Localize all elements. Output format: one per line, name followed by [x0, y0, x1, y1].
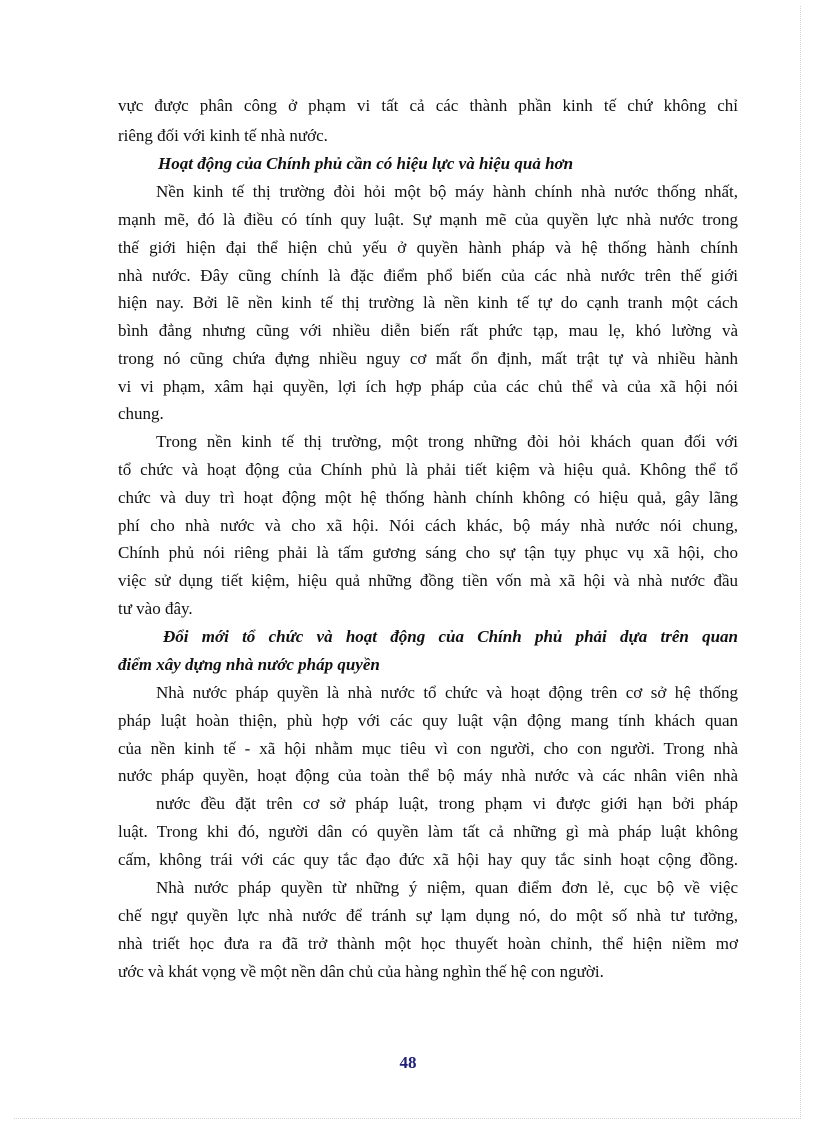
section-heading: Đổi mới tổ chức và hoạt động của Chính phủ phải dựa trên quan [163, 627, 738, 646]
text-line: hiện nay. Bởi lẽ nền kinh tế thị trường là nền kinh tế tự do cạnh tranh một cách [118, 293, 738, 312]
text-line: riêng đối với kinh tế nhà nước. [118, 126, 328, 145]
text-line: chức và duy trì hoạt động một hệ thống hành chính không có hiệu quả, gây lãng [118, 488, 738, 507]
page-number: 48 [399, 1053, 417, 1072]
text-line: tư vào đây. [118, 599, 193, 618]
text-line: Trong nền kinh tế thị trường, một trong những đòi hỏi khách quan đối với [156, 432, 738, 451]
text-line: pháp luật hoàn thiện, phù hợp với các quy luật vận động mang tính khách quan [118, 711, 738, 730]
text-line: luật. Trong khi đó, người dân có quyền làm tất cả những gì mà pháp luật không [118, 822, 738, 841]
text-line: Nhà nước pháp quyền từ những ý niệm, quan điểm đơn lẻ, cục bộ về việc [156, 878, 738, 897]
text-line: tổ chức và hoạt động của Chính phủ là phải tiết kiệm và hiệu quả. Không thể tổ [118, 460, 738, 479]
text-line: nước đều đặt trên cơ sở pháp luật, trong phạm vi được giới hạn bởi pháp [156, 794, 738, 813]
section-heading: Hoạt động của Chính phủ cần có hiệu lực và hiệu quả hơn [158, 154, 574, 173]
text-line: vi vi phạm, xâm hại quyền, lợi ích hợp pháp của các chủ thể và của xã hội nói [118, 377, 738, 396]
text-line: nước pháp quyền, hoạt động của toàn thể bộ máy nhà nước và các nhân viên nhà [118, 766, 738, 785]
text-line: vực được phân công ở phạm vi tất cả các thành phần kinh tế chứ không chỉ [118, 96, 738, 115]
text-line: trong nó cũng chứa đựng nhiều nguy cơ mất ổn định, mất trật tự và nhiều hành [118, 349, 738, 368]
text-line: ước và khát vọng về một nền dân chủ của hàng nghìn thế hệ con người. [118, 962, 604, 981]
text-line: nhà nước. Đây cũng chính là đặc điểm phổ biến của các nhà nước trên thế giới [118, 266, 738, 285]
text-line: nhà triết học đưa ra đã trở thành một học thuyết hoàn chỉnh, thể hiện niềm mơ [118, 934, 738, 953]
section-heading: điểm xây dựng nhà nước pháp quyền [118, 655, 380, 674]
text-line: thế giới hiện đại thể hiện chủ yếu ở quyền hành pháp và hệ thống hành chính [118, 238, 738, 257]
text-line: mạnh mẽ, đó là điều có tính quy luật. Sự mạnh mẽ của quyền lực nhà nước trong [118, 210, 738, 229]
text-line: Chính phủ nói riêng phải là tấm gương sáng cho sự tận tụy phục vụ xã hội, cho [118, 543, 738, 562]
text-line: Nhà nước pháp quyền là nhà nước tổ chức và hoạt động trên cơ sở hệ thống [156, 683, 738, 702]
text-line: của nền kinh tế - xã hội nhằm mục tiêu vì con người, cho con người. Trong nhà [118, 739, 738, 758]
text-line: chung. [118, 404, 164, 423]
text-line: chế ngự quyền lực nhà nước để tránh sự lạm dụng nó, do một số nhà tư tưởng, [118, 906, 738, 925]
text-line: bình đẳng nhưng cũng với nhiều diễn biến rất phức tạp, mau lẹ, khó lường và [118, 321, 738, 340]
text-line: Nền kinh tế thị trường đòi hỏi một bộ máy hành chính nhà nước thống nhất, [156, 182, 738, 201]
text-line: phí cho nhà nước và cho xã hội. Nói cách khác, bộ máy nhà nước nói chung, [118, 516, 738, 535]
text-line: cấm, không trái với các quy tắc đạo đức xã hội hay quy tắc sinh hoạt cộng đồng. [118, 850, 738, 869]
text-line: việc sử dụng tiết kiệm, hiệu quả những đồng tiền vốn mà xã hội và nhà nước đầu [118, 571, 738, 590]
